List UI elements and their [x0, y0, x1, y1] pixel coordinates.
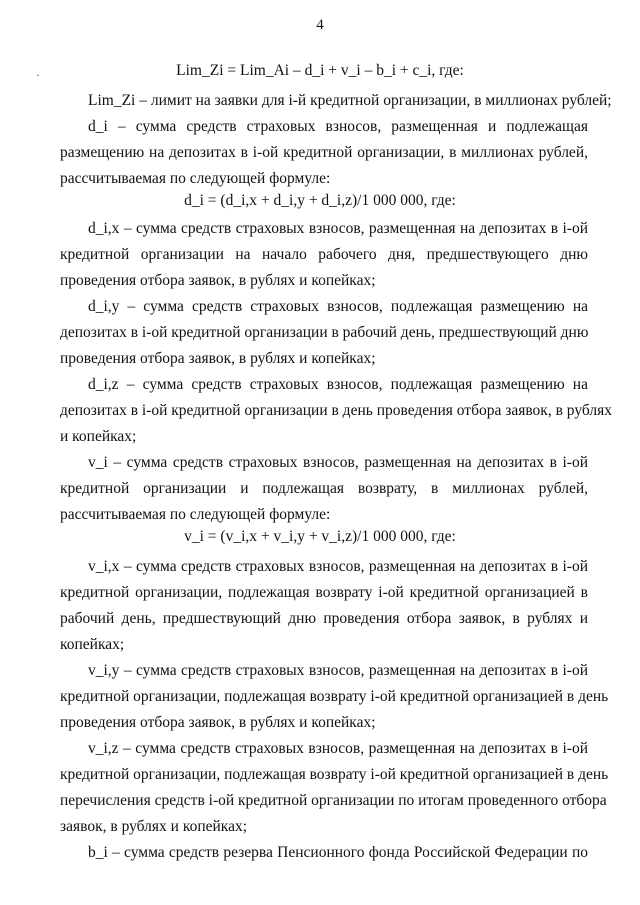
line: d_i,x – сумма средств страховых взносов, размещенная на депозитах в i-ой	[88, 220, 588, 237]
formula-d: d_i = (d_i,x + d_i,y + d_i,z)/1 000 000, где:	[184, 192, 456, 209]
para-d-iz	[60, 372, 612, 450]
line: размещению на депозитах в i-ой кредитной организации, в миллионах рублей,	[60, 144, 588, 161]
para-b-i	[60, 840, 588, 866]
line: кредитной организации, подлежащая возврату i-ой кредитной организацией в день	[60, 688, 609, 705]
line: кредитной организации на начало рабочего дня, предшествующего дню	[60, 246, 588, 263]
line: v_i,z – сумма средств страховых взносов, размещенная на депозитах в i-ой	[88, 740, 588, 757]
line: копейках;	[60, 636, 125, 653]
line: d_i – сумма средств страховых взносов, размещенная и подлежащая	[88, 118, 588, 135]
line: кредитной организации, подлежащая возврату i-ой кредитной организацией в день	[60, 766, 609, 783]
line: d_i,z – сумма средств страховых взносов, подлежащая размещению на	[88, 376, 588, 393]
line: рассчитываемая по следующей формуле:	[60, 170, 331, 187]
line: v_i,x – сумма средств страховых взносов, размещенная на депозитах в i-ой	[88, 558, 588, 575]
para-d-i	[60, 114, 588, 192]
line: v_i – сумма средств страховых взносов, размещенная на депозитах в i-ой	[88, 454, 588, 471]
para-lim-zi	[60, 88, 612, 114]
page-number: 4	[316, 17, 324, 33]
line: заявок, в рублях и копейках;	[60, 818, 248, 835]
formula-lim: Lim_Zi = Lim_Ai – d_i + v_i – b_i + c_i, где:	[176, 62, 464, 79]
line: перечисления средств i-ой кредитной организации по итогам проведенного отбора	[60, 792, 607, 809]
line: проведения отбора заявок, в рублях и копейках;	[60, 714, 376, 731]
para-v-iz	[60, 736, 609, 840]
line: рабочий день, предшествующий дню проведения отбора заявок, в рублях и	[60, 610, 588, 627]
line: кредитной организации и подлежащая возврату, в миллионах рублей,	[60, 480, 588, 497]
formula-v: v_i = (v_i,x + v_i,y + v_i,z)/1 000 000, где:	[184, 528, 456, 545]
line: v_i,y – сумма средств страховых взносов, размещенная на депозитах в i-ой	[88, 662, 588, 679]
line: проведения отбора заявок, в рублях и копейках;	[60, 272, 376, 289]
line: депозитах в i-ой кредитной организации в рабочий день, предшествующий дню	[60, 324, 589, 341]
line: Lim_Zi – лимит на заявки для i-й кредитной организации, в миллионах рублей;	[88, 92, 612, 109]
para-d-iy	[60, 294, 588, 372]
para-v-ix	[60, 554, 588, 658]
line: рассчитываемая по следующей формуле:	[60, 506, 331, 523]
para-v-iy	[60, 658, 609, 736]
line: депозитах в i-ой кредитной организации в день проведения отбора заявок, в рублях	[60, 402, 612, 419]
line: и копейках;	[60, 428, 137, 445]
line: кредитной организации, подлежащая возврату i-ой кредитной организацией в	[60, 584, 588, 601]
para-d-ix	[60, 216, 588, 294]
line: b_i – сумма средств резерва Пенсионного фонда Российской Федерации по	[88, 844, 588, 861]
para-v-i	[60, 450, 588, 528]
margin-mark: ·	[36, 68, 40, 82]
line: d_i,y – сумма средств страховых взносов, подлежащая размещению на	[88, 298, 588, 315]
line: проведения отбора заявок, в рублях и копейках;	[60, 350, 376, 367]
